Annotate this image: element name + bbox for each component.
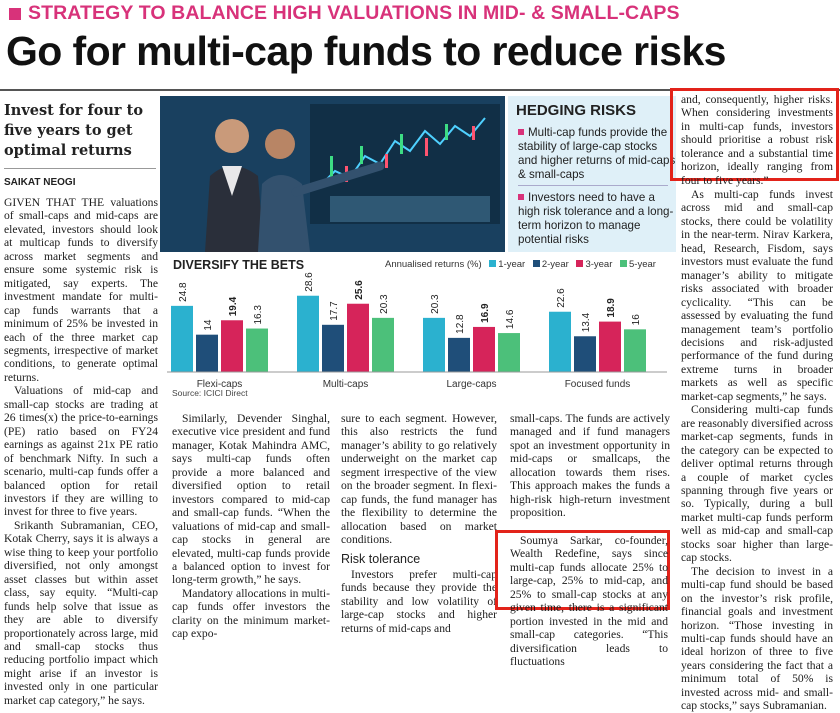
value-label: 20.3 (430, 294, 441, 314)
bar-focused-funds-3-year (599, 322, 621, 372)
value-label: 14.6 (505, 309, 516, 330)
bar-flexi-caps-1-year (171, 306, 193, 372)
legend-2-year: 2-year (541, 259, 569, 270)
col4-para-2: Soumya Sarkar, co-founder, Wealth Redefine, says since multi-cap funds allocate 25% to large-cap, 25% to mid-cap, and 25% to small-cap stocks at any given time, there is a significant portion invested in the mid and small-cap categories. “This diversification leads to fluctuations (510, 534, 668, 669)
photo-investors (160, 96, 505, 252)
bar-multi-caps-2-year (322, 325, 344, 372)
hedging-risks-box (508, 96, 676, 252)
chart-title: DIVERSIFY THE BETS (173, 258, 305, 272)
bar-focused-funds-5-year (624, 329, 646, 372)
column-2 (172, 412, 330, 641)
value-label: 25.6 (354, 280, 365, 300)
value-label: 16.3 (253, 305, 264, 325)
col3-para-1: sure to each segment. However, this also restricts the fund manager’s ability to go relatively underweight on the market cap segment irrespective of the view on the broader segment. In flexi-cap funds, the fund manager has the flexibility to determine the allocation based on market conditions. (341, 412, 497, 547)
bar-multi-caps-3-year (347, 304, 369, 372)
value-label: 13.4 (581, 312, 592, 333)
category-label: Focused funds (564, 379, 631, 390)
hedging-title: HEDGING RISKS (516, 102, 637, 119)
category-label: Flexi-caps (196, 379, 243, 390)
bar-multi-caps-1-year (297, 296, 319, 372)
deck: Invest for four to five years to get optimal returns (4, 102, 143, 159)
column-4-quote (510, 534, 668, 669)
bar-flexi-caps-2-year (196, 335, 218, 372)
col3-subhead: Risk tolerance (341, 551, 421, 566)
value-label: 28.6 (304, 272, 315, 292)
column-4 (510, 412, 670, 520)
bar-large-caps-5-year (498, 333, 520, 372)
value-label: 18.9 (606, 298, 617, 318)
value-label: 19.4 (228, 296, 239, 317)
col1-para-1: GIVEN THAT THE valuations of small-caps and mid-caps are elevated, investors should look at multicap funds to diversify across market segments and ensure some systemic risk is mitigated, say experts. The investment mandate for multi-cap funds warrants that a minimum of 25% be invested in each of the three market cap segments, irrespective of market conditions, to generate optimal returns. (4, 196, 158, 384)
hedging-point-2-text: Investors need to have a high risk tolerance and a long-term horizon to manage potential risks (518, 191, 674, 246)
hedging-divider (518, 185, 668, 186)
column-5-top (681, 93, 833, 187)
value-label: 17.7 (329, 301, 340, 321)
photo-illustration (160, 96, 505, 252)
col5-para-0: and, consequently, higher risks. When considering investments in multi-cap funds, investors should prioritise a robust risk tolerance and a substantial time horizon, ideally ranging from four to five years.” (681, 93, 833, 187)
column-1 (4, 196, 158, 707)
category-label: Multi-caps (322, 379, 369, 390)
bar-large-caps-3-year (473, 327, 495, 372)
bar-large-caps-2-year (448, 338, 470, 372)
bar-focused-funds-2-year (574, 336, 596, 372)
bar-large-caps-1-year (423, 318, 445, 372)
value-label: 12.8 (455, 314, 466, 334)
byline: SAIKAT NEOGI (4, 177, 76, 188)
category-label: Large-caps (446, 379, 497, 390)
column-5 (681, 188, 833, 713)
col4-para-1: small-caps. The funds are actively managed and if fund managers spot an investment opportunity in mid-caps or smallcaps, the allocation towards them rises. This approach makes the funds a high-risk high-return investment proposition. (510, 412, 670, 520)
bar-multi-caps-5-year (372, 318, 394, 372)
hedging-point-1 (518, 126, 676, 182)
col2-para-2: Mandatory allocations in multi-cap funds offer investors the clarity on the minimum market-cap expo- (172, 586, 330, 641)
bar-flexi-caps-5-year (246, 329, 268, 372)
col5-para-1: As multi-cap funds invest across mid and small-cap stocks, there could be volatility in the near-term. Nirav Karkera, head, Research, Fisdom, says investors must evaluate the fund manager’s ability to mitigate risks associated with broader cyclicality. “This can be assessed by evaluating the fund management team’s portfolio decisions and risk-adjusted performance of the fund during extreme turns in broader markets as well as specific market-cap segments,” he says. (681, 188, 833, 403)
legend-1-year: 1-year (498, 259, 526, 270)
returns-bar-chart (167, 256, 672, 406)
col5-para-3: The decision to invest in a multi-cap fund should be based on the investor’s risk profile, financial goals and investment horizon. “Those investing in multi-cap funds should have an ideal horizon of three to five years considering the fact that a minimum total of 50% is invested across mid- and small-cap stocks,” says Subramanian. (681, 564, 833, 713)
bar-flexi-caps-3-year (221, 320, 243, 372)
chart-source: Source: ICICI Direct (172, 388, 248, 398)
value-label: 16 (631, 314, 642, 326)
col2-para-1: Similarly, Devender Singhal, executive vice president and fund manager, Kotak Mahindra AMC, says multi-cap funds often provide a more balanced and diversified option to retail investors compared to mid-cap and small-cap funds. “When the valuations of mid-cap and small-cap stocks in general are elevated, multi-cap funds provide a balanced option to invest for long-term growth,” he says. (172, 412, 330, 587)
kicker-text: STRATEGY TO BALANCE HIGH VALUATIONS IN MID- & SMALL-CAPS (28, 2, 680, 24)
bar-focused-funds-1-year (549, 312, 571, 372)
headline: Go for multi-cap funds to reduce risks (6, 28, 726, 74)
kicker-square (9, 8, 21, 20)
value-label: 16.9 (480, 303, 491, 323)
col1-para-3: Srikanth Subramanian, CEO, Kotak Cherry, says it is always a wise thing to keep your portfolio diversified, not only amongst asset classes but within asset class, say equity. “Multi-cap funds help solve that issue as they are able to diversify proportionately across large, mid and small-cap stocks thus reducing portfolio impact which might arise if an investor is invested only in one particular market cap category,” he says. (4, 518, 158, 707)
kicker (0, 0, 840, 30)
value-label: 24.8 (178, 282, 189, 302)
hedging-point-1-text: Multi-cap funds provide the stability of large-cap stocks and higher returns of mid-caps & small-caps (518, 126, 676, 181)
col5-para-2: Considering multi-cap funds are reasonably diversified across market-cap segments, funds in the category can be expected to deliver optimal returns through a couple of market cycles spanning through five years or so. Typically, during a bull market multi-cap funds perform well as mid-cap and small-cap stocks soar higher than large-cap stocks. (681, 403, 833, 565)
hedging-point-2 (518, 191, 676, 247)
col1-para-2: Valuations of mid-cap and small-cap stocks are trading at 26 times(x) the price-to-earnings (PE) ratio based on FY24 earnings as against 21x PE ratio of benchmark Nifty. In such a scenario, multi-cap funds offer a balanced option for retail investors if they are willing to invest for three to five years. (4, 384, 158, 519)
value-label: 14 (203, 319, 214, 331)
legend-5-year: 5-year (629, 259, 656, 270)
deck-rule (4, 168, 156, 169)
value-label: 22.6 (556, 288, 567, 308)
bullet-square-icon (518, 129, 524, 135)
legend-unit: Annualised returns (%) (385, 259, 482, 270)
legend-3-year: 3-year (585, 259, 613, 270)
col3-para-2: Investors prefer multi-cap funds because they provide the stability and low volatility of large-cap stocks and higher returns of mid-caps and (341, 567, 497, 635)
value-label: 20.3 (379, 294, 390, 314)
column-3 (341, 412, 497, 635)
bullet-square-icon (518, 194, 524, 200)
